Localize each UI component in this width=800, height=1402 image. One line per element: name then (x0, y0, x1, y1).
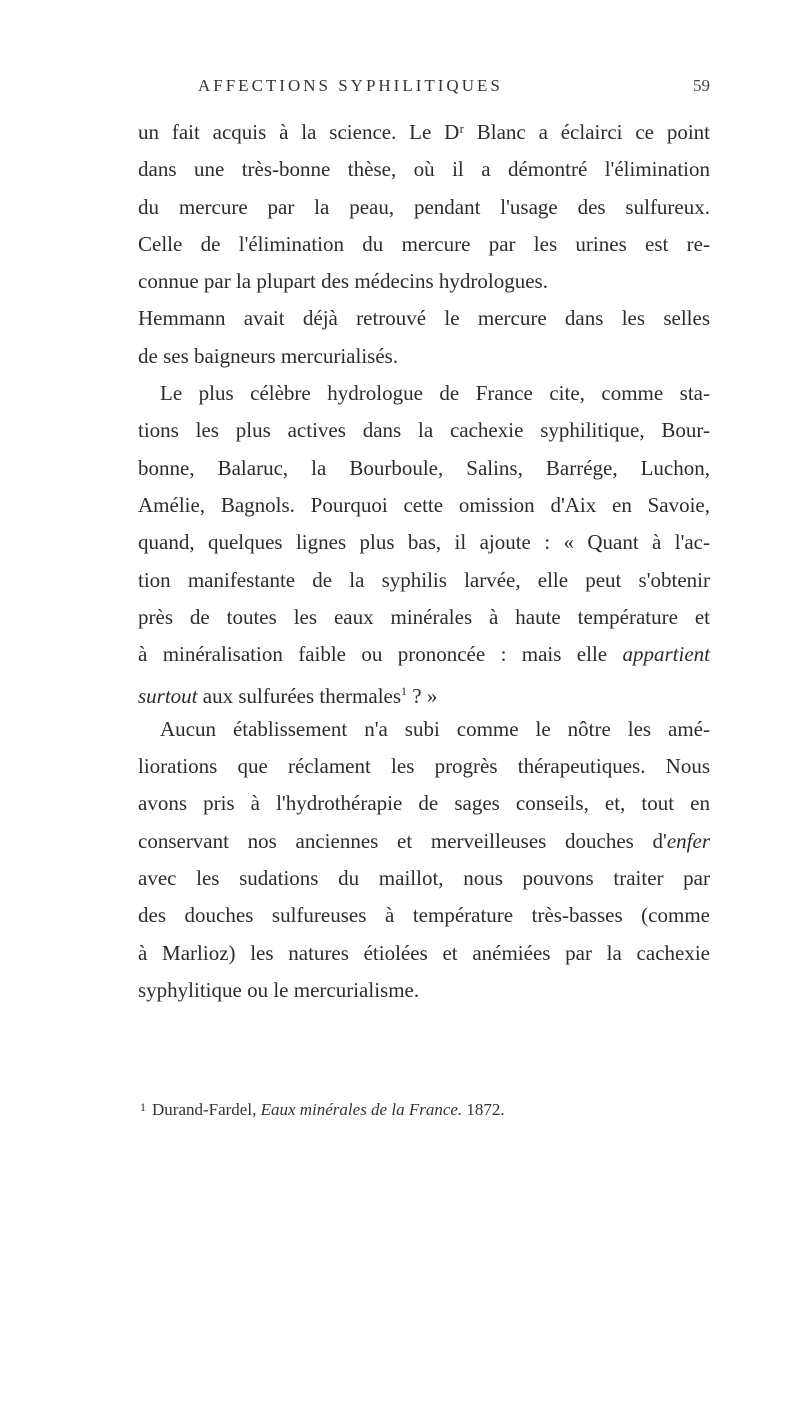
footnote-year: 1872. (462, 1100, 505, 1119)
text-line: Le plus célèbre hydrologue de France cite, comme sta- (160, 381, 710, 406)
body-text (138, 114, 710, 1009)
footnote-title: Eaux minérales de la France. (260, 1100, 463, 1119)
text-line-with-italic (138, 636, 710, 673)
italic-word: surtout (138, 684, 198, 709)
text-line: près de toutes les eaux minérales à haute température et (138, 604, 710, 629)
text-line: Hemmann avait déjà retrouvé le mercure dans les selles (138, 306, 710, 331)
footnote-author: Durand-Fardel, (152, 1100, 261, 1119)
text-line: quand, quelques lignes plus bas, il ajoute : « Quant à l'ac- (138, 530, 710, 555)
text-segment: à minéralisation faible ou prononcée : mais elle (138, 642, 608, 667)
text-line: à Marlioz) les natures étiolées et anémiées par la cachexie (138, 940, 710, 965)
text-line: de ses baigneurs mercurialisés. (138, 343, 399, 368)
italic-word: appartient (622, 642, 710, 667)
text-line: avons pris à l'hydrothérapie de sages conseils, et, tout en (138, 791, 710, 816)
text-line-with-italic (138, 823, 710, 860)
text-line: tion manifestante de la syphilis larvée, elle peut s'obtenir (138, 567, 710, 592)
text-line: syphylitique ou le mercurialisme. (138, 977, 420, 1002)
running-head (136, 76, 710, 100)
text-line: tions les plus actives dans la cachexie syphilitique, Bour- (138, 418, 710, 443)
text-segment: aux sulfurées thermales (197, 684, 402, 709)
text-line: avec les sudations du maillot, nous pouvons traiter par (138, 865, 710, 890)
footnote (140, 1100, 710, 1120)
italic-word: enfer (666, 828, 710, 853)
text-line: des douches sulfureuses à température très-basses (comme (138, 903, 710, 928)
text-line: bonne, Balaruc, la Bourboule, Salins, Barrége, Luchon, (138, 455, 710, 480)
page-number: 59 (693, 76, 710, 95)
text-line-with-italic (138, 673, 710, 710)
text-line: Celle de l'élimination du mercure par les urines est re- (138, 231, 710, 256)
text-line: connue par la plupart des médecins hydrologues. (138, 269, 548, 294)
text-segment: conservant nos anciennes et merveilleuses douches (138, 828, 634, 853)
text-line: Aucun établissement n'a subi comme le nôtre les amé- (160, 716, 710, 741)
text-line: dans une très-bonne thèse, où il a démontré l'élimination (138, 157, 710, 182)
text-segment: d' (652, 828, 667, 853)
text-segment: ? » (407, 684, 438, 709)
text-line: du mercure par la peau, pendant l'usage des sulfureux. (138, 194, 710, 219)
footnote-marker: 1 (140, 1100, 146, 1114)
text-line: un fait acquis à la science. Le Dʳ Blanc a éclairci ce point (138, 120, 710, 144)
footnote-reference: 1 (401, 684, 408, 699)
text-line: liorations que réclament les progrès thérapeutiques. Nous (138, 754, 710, 779)
text-line: Amélie, Bagnols. Pourquoi cette omission d'Aix en Savoie, (138, 492, 710, 517)
running-title: AFFECTIONS SYPHILITIQUES (198, 76, 503, 95)
